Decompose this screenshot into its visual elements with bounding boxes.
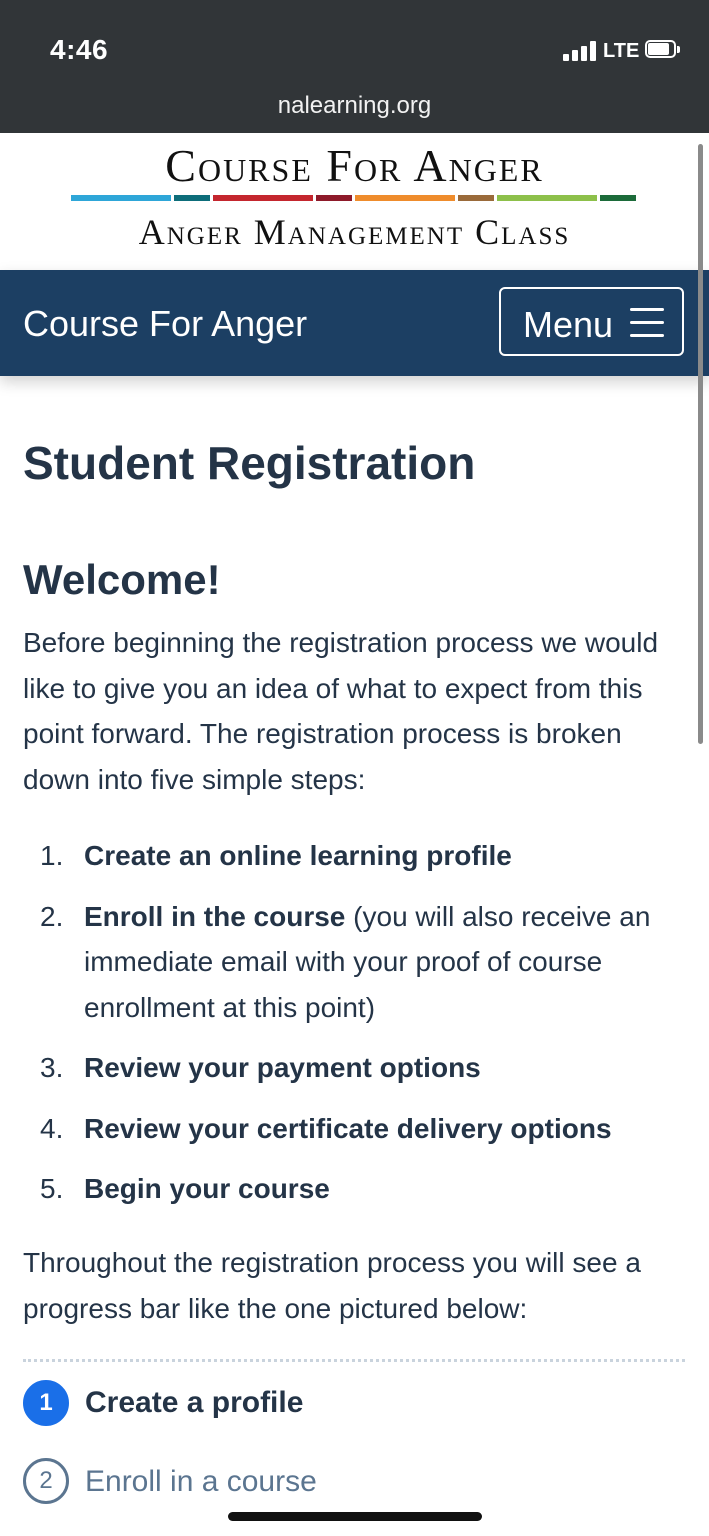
- step-number-badge: 1: [23, 1380, 69, 1426]
- list-item: 1. Create an online learning profile: [40, 840, 512, 871]
- intro-paragraph: Before beginning the registration process we would like to give you an idea of what to expect from this point forward. The registration process is broken down into five simple steps:: [23, 627, 659, 795]
- hamburger-icon: [630, 308, 664, 338]
- logo-bar-segment: [497, 195, 597, 201]
- dotted-divider: [23, 1359, 685, 1362]
- logo-bar-segment: [355, 195, 455, 201]
- menu-button[interactable]: [499, 287, 684, 356]
- logo-subtitle: Anger Management Class: [138, 212, 571, 252]
- list-item: 4. Review your certificate delivery options: [40, 1112, 612, 1144]
- network-label: LTE: [603, 40, 640, 62]
- scrollbar[interactable]: [698, 144, 703, 744]
- site-logo[interactable]: [0, 133, 709, 270]
- signal-icon: [563, 41, 597, 61]
- logo-bar-segment: [316, 195, 352, 201]
- menu-button-label: Menu: [523, 304, 614, 345]
- step-label: Create a profile: [85, 1386, 304, 1419]
- navbar: [0, 270, 709, 376]
- step-label: Enroll in a course: [85, 1465, 317, 1498]
- logo-bar-segment: [458, 195, 494, 201]
- nav-brand-link[interactable]: Course For Anger: [23, 303, 308, 344]
- home-indicator[interactable]: [228, 1512, 482, 1521]
- logo-bar-segment: [71, 195, 171, 201]
- logo-bar-segment: [174, 195, 210, 201]
- list-item: 2. Enroll in the course (you will also receive an immediate email with your proof of course enrollment at this point): [40, 900, 651, 1023]
- outro-paragraph: Throughout the registration process you will see a progress bar like the one pictured below:: [23, 1247, 641, 1324]
- url-bar[interactable]: nalearning.org: [277, 92, 432, 119]
- battery-icon: [645, 40, 681, 60]
- welcome-heading: Welcome!: [23, 556, 221, 603]
- logo-title: Course For Anger: [165, 140, 544, 191]
- list-item: 5. Begin your course: [40, 1173, 330, 1204]
- status-time: 4:46: [50, 34, 109, 65]
- page-title: Student Registration: [23, 437, 476, 489]
- logo-bar-segment: [600, 195, 636, 201]
- step-number-badge: 2: [23, 1458, 69, 1504]
- logo-bar-segment: [213, 195, 313, 201]
- status-bar: [0, 0, 709, 133]
- steps-list: [23, 833, 683, 1227]
- list-item: 3. Review your payment options: [40, 1052, 481, 1083]
- logo-color-bar: [71, 195, 638, 201]
